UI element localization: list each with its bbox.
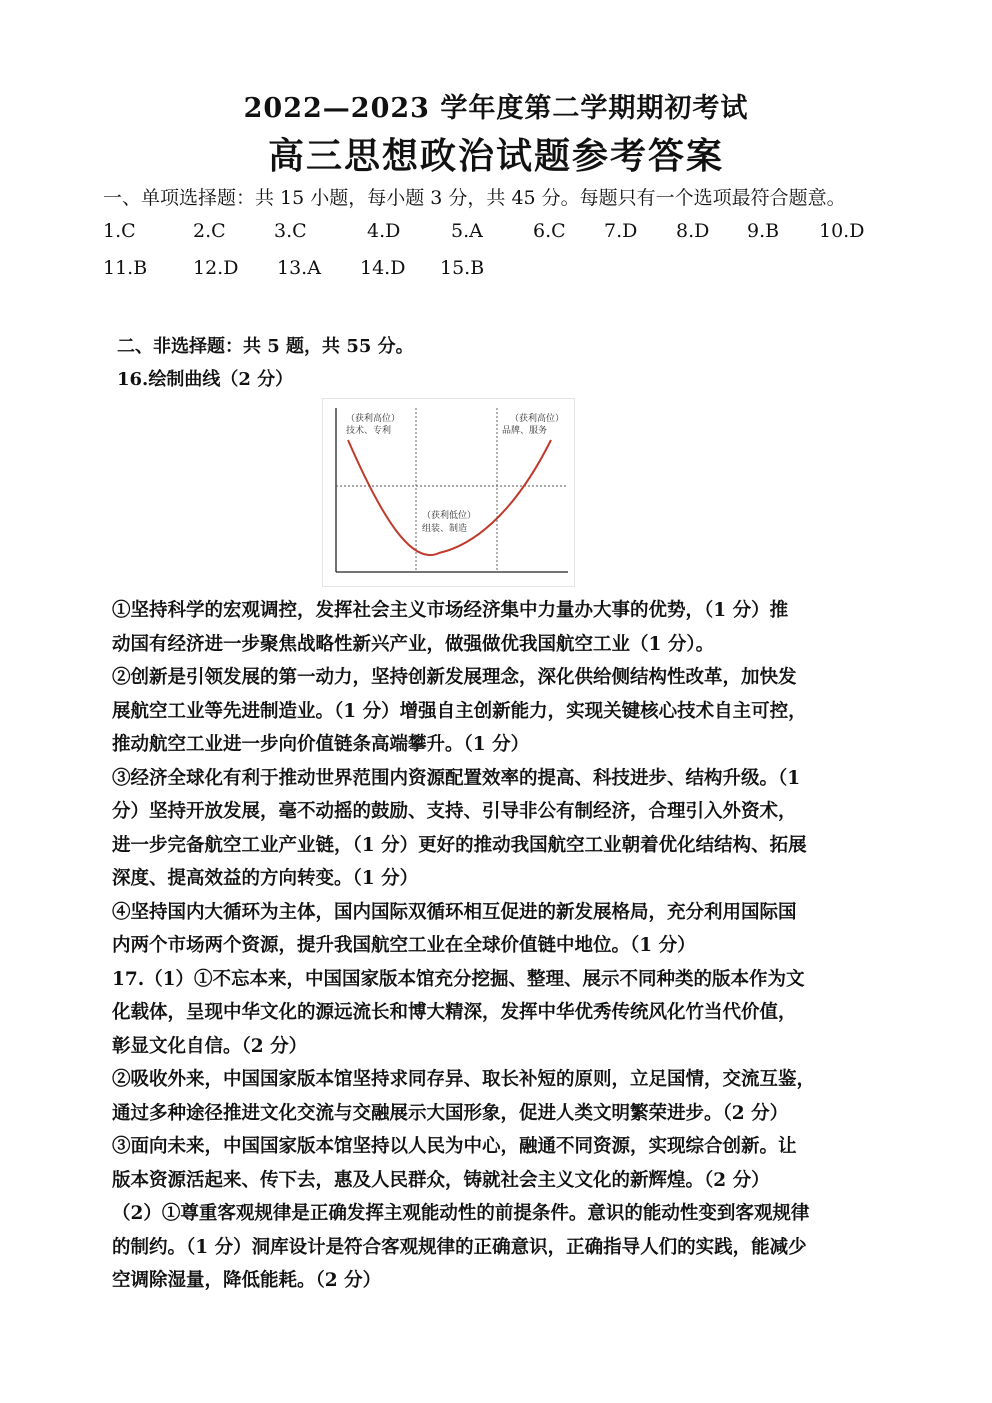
question-16-label: 16.绘制曲线（2 分） [117,369,294,390]
answer-item: 6.C [533,220,566,242]
smile-curve-figure [322,398,575,587]
answer-line: 通过多种途径推进文化交流与交融展示大国形象，促进人类文明繁荣进步。（2 分） [112,1102,789,1124]
answer-line: 进一步完备航空工业产业链，（1 分）更好的推动我国航空工业朝着优化结结构、拓展 [112,834,807,856]
label-bottom-1: （获利低位） [422,511,477,521]
answer-item: 14.D [360,257,406,279]
answer-item: 2.C [193,220,226,242]
label-bottom-2: 组装、制造 [422,524,468,534]
answer-line: ③经济全球化有利于推动世界范围内资源配置效率的提高、科技进步、结构升级。（1 [112,767,801,789]
answer-item: 4.D [367,220,401,242]
answer-line: 展航空工业等先进制造业。（1 分）增强自主创新能力，实现关键核心技术自主可控， [112,700,807,722]
answer-item: 8.D [676,220,710,242]
label-top-left-2: 技术、专利 [346,426,392,436]
answer-item: 3.C [274,220,307,242]
answer-line: 动国有经济进一步聚焦战略性新兴产业，做强做优我国航空工业（1 分）。 [112,633,715,655]
answer-line: 17.（1）①不忘本来，中国国家版本馆充分挖掘、整理、展示不同种类的版本作为文 [112,968,805,990]
answer-line: ③面向未来，中国国家版本馆坚持以人民为中心，融通不同资源，实现综合创新。让 [112,1136,797,1157]
answer-line: 推动航空工业进一步向价值链条高端攀升。（1 分） [112,734,530,755]
answer-line: （2）①尊重客观规律是正确发挥主观能动性的前提条件。意识的能动性变到客观规律 [112,1203,810,1224]
answer-item: 11.B [103,257,148,279]
document-title: 高三思想政治试题参考答案 [267,135,724,177]
answer-line: 深度、提高效益的方向转变。（1 分） [112,868,419,889]
answer-line: ②创新是引领发展的第一动力，坚持创新发展理念，深化供给侧结构性改革，加快发 [112,667,797,688]
answer-paragraphs [112,594,892,1298]
answer-item: 15.B [440,257,485,279]
section2-heading: 二、非选择题：共 5 题，共 55 分。 [117,336,414,357]
section1-heading: 一、单项选择题：共 15 小题，每小题 3 分，共 45 分。每题只有一个选项最符合题意。 [103,187,846,209]
answer-line: 的制约。（1 分）洞库设计是符合客观规律的正确意识，正确指导人们的实践，能减少 [112,1236,807,1258]
answer-line: 版本资源活起来、传下去，惠及人民群众，铸就社会主义文化的新辉煌。（2 分） [112,1169,770,1191]
label-top-right-1: （获利高位） [510,414,565,424]
answer-line: 空调除湿量，降低能耗。（2 分） [112,1270,382,1291]
answer-line: ①坚持科学的宏观调控，发挥社会主义市场经济集中力量办大事的优势，（1 分）推 [112,600,789,621]
answer-line: ②吸收外来，中国国家版本馆坚持求同存异、取长补短的原则，立足国情，交流互鉴， [112,1069,816,1090]
answer-item: 1.C [103,220,136,242]
answer-line: 化载体，呈现中华文化的源远流长和博大精深，发挥中华优秀传统风化竹当代价值， [112,1002,797,1023]
answer-line: ④坚持国内大循环为主体，国内国际双循环相互促进的新发展格局，充分利用国际国 [112,901,797,923]
answer-line: 分）坚持开放发展，毫不动摇的鼓励、支持、引导非公有制经济，合理引入外资术， [112,801,797,822]
answer-item: 12.D [193,257,239,279]
answer-line: 彰显文化自信。（2 分） [112,1035,308,1057]
exam-title: 2022—2023 学年度第二学期期初考试 [243,93,749,124]
answer-item: 5.A [451,220,483,242]
answer-item: 10.D [819,220,865,242]
answer-item: 13.A [277,257,321,279]
label-top-left-1: （获利高位） [346,414,401,424]
answer-item: 7.D [604,220,638,242]
answer-item: 9.B [747,220,780,242]
answer-line: 内两个市场两个资源，提升我国航空工业在全球价值链中地位。（1 分） [112,935,696,956]
label-top-right-2: 品牌、服务 [502,426,548,436]
